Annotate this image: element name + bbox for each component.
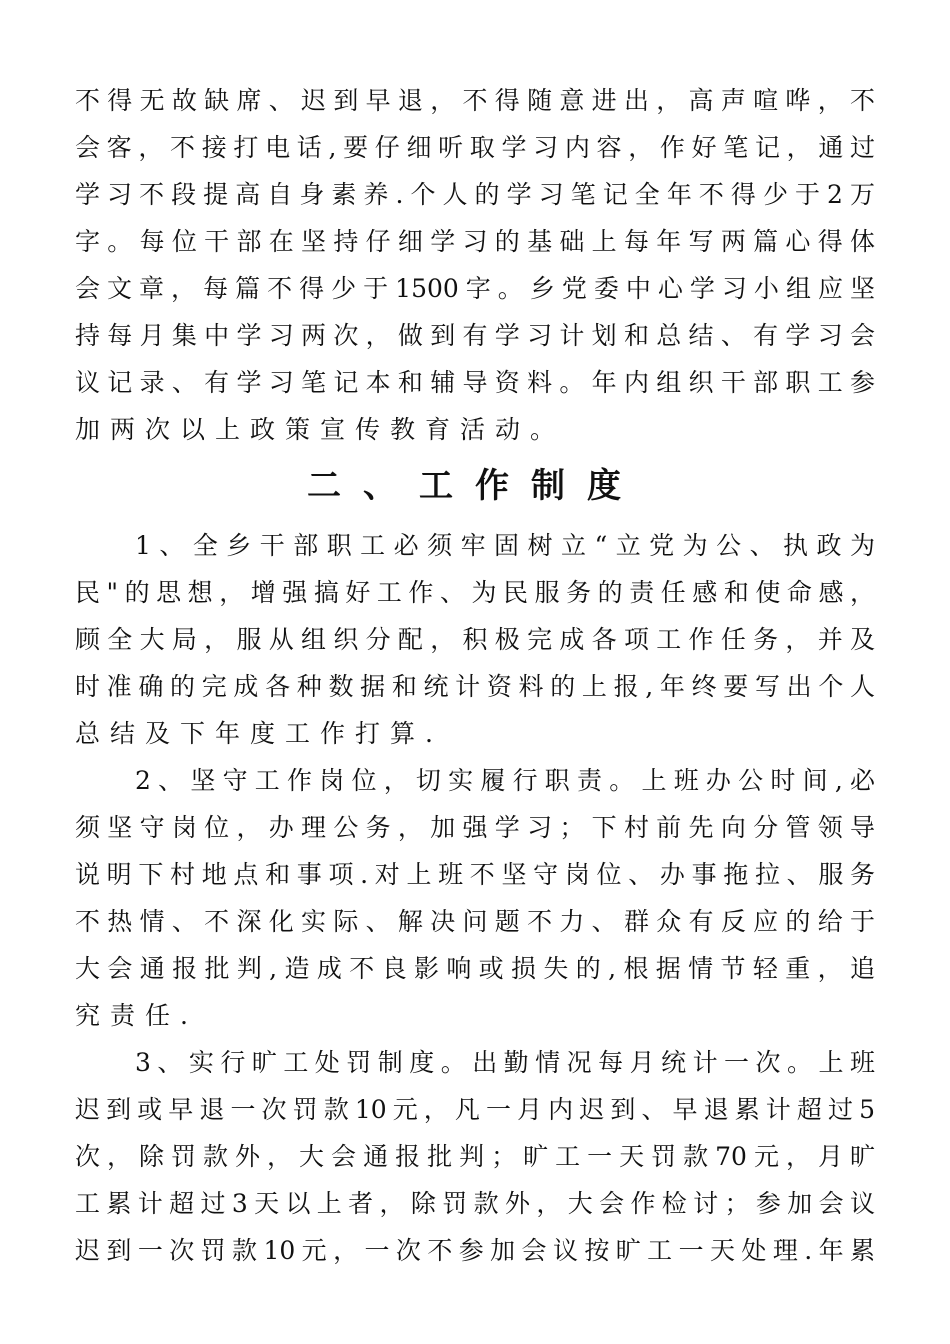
section-heading: 二、工作制度 (307, 466, 643, 506)
text-line: 1、全乡干部职工必须牢固树立“立党为公、执政为 (135, 531, 875, 560)
text-line: 须坚守岗位，办理公务，加强学习；下村前先向分管领导 (75, 813, 875, 842)
text-line: 工累计超过3天以上者，除罚款外，大会作检讨；参加会议 (75, 1189, 875, 1218)
text-line: 大会通报批判,造成不良影响或损失的,根据情节轻重，追 (75, 954, 875, 983)
text-line: 不热情、不深化实际、解决问题不力、群众有反应的给于 (75, 907, 875, 936)
text-line: 究责任. (75, 1001, 198, 1030)
text-line: 持每月集中学习两次，做到有学习计划和总结、有学习会 (75, 321, 875, 350)
text-line: 加两次以上政策宣传教育活动。 (75, 415, 566, 444)
text-line: 2、坚守工作岗位，切实履行职责。上班办公时间,必 (135, 766, 875, 795)
text-line: 顾全大局，服从组织分配，积极完成各项工作任务，并及 (75, 625, 875, 654)
text-line: 民"的思想，增强搞好工作、为民服务的责任感和使命感， (75, 578, 875, 607)
text-line: 字。每位干部在坚持仔细学习的基础上每年写两篇心得体 (75, 227, 875, 256)
text-line: 迟到或早退一次罚款10元，凡一月内迟到、早退累计超过5 (75, 1095, 875, 1124)
text-line: 说明下村地点和事项.对上班不坚守岗位、办事拖拉、服务 (75, 860, 875, 889)
text-line: 会客，不接打电话,要仔细听取学习内容，作好笔记，通过 (75, 133, 875, 162)
text-line: 迟到一次罚款10元，一次不参加会议按旷工一天处理.年累 (75, 1236, 875, 1265)
text-line: 学习不段提高自身素养.个人的学习笔记全年不得少于2万 (75, 180, 875, 209)
text-line: 会文章，每篇不得少于1500字。乡党委中心学习小组应坚 (75, 274, 875, 303)
text-line: 总结及下年度工作打算. (75, 719, 443, 748)
text-line: 不得无故缺席、迟到早退，不得随意进出，高声喧哗，不 (75, 86, 875, 115)
text-line: 议记录、有学习笔记本和辅导资料。年内组织干部职工参 (75, 368, 875, 397)
text-line: 时准确的完成各种数据和统计资料的上报,年终要写出个人 (75, 672, 875, 701)
text-line: 3、实行旷工处罚制度。出勤情况每月统计一次。上班 (135, 1048, 875, 1077)
text-line: 次，除罚款外，大会通报批判；旷工一天罚款70元，月旷 (75, 1142, 875, 1171)
